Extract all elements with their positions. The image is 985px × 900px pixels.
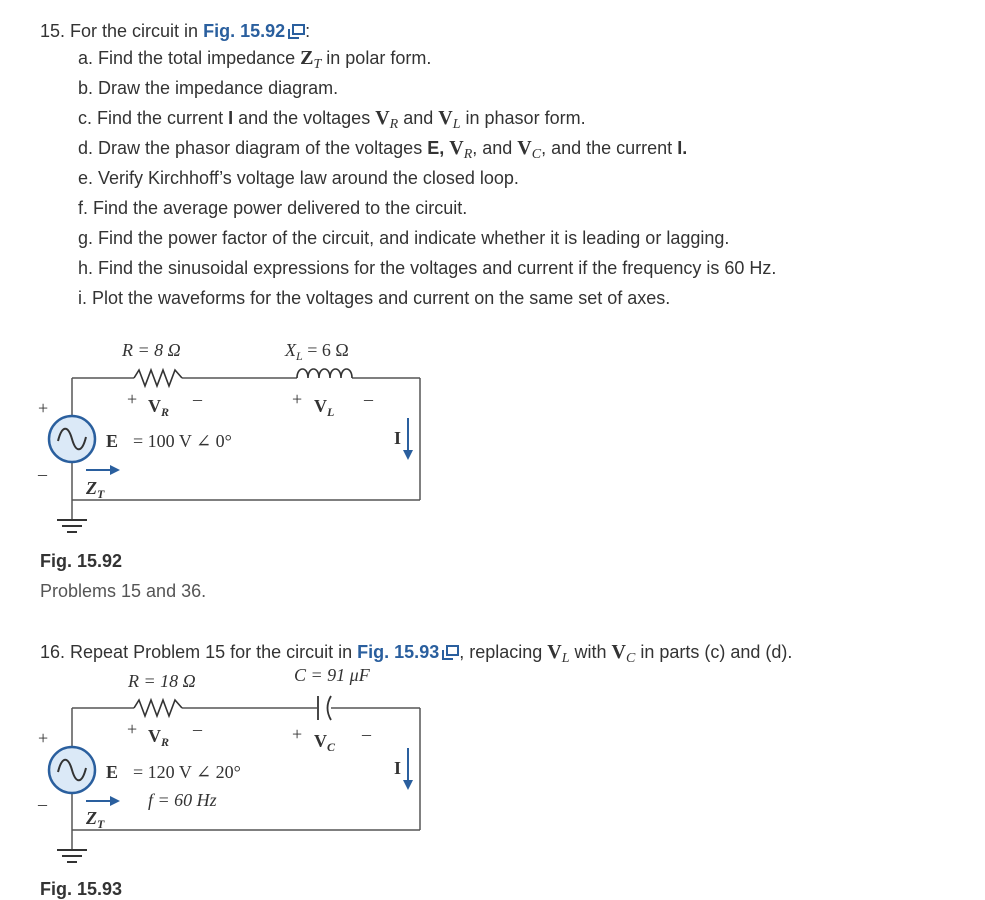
inductor-icon	[297, 369, 352, 378]
vc-label-93: $V_C$	[314, 731, 336, 754]
zt-arrow	[86, 796, 120, 806]
problem-15-heading: 15. For the circuit in Fig. 15.92 :	[40, 21, 311, 41]
ground-icon	[57, 520, 87, 532]
fig-15-93-caption-title: Fig. 15.93	[40, 879, 123, 899]
zt-label-93: $Z_T$	[86, 808, 105, 831]
vr-plus: +	[127, 389, 138, 409]
vl-plus: +	[292, 389, 303, 409]
current-arrow-icon	[403, 748, 413, 790]
f-label-93: f = 60 Hz	[148, 790, 217, 810]
part-b: b. Draw the impedance diagram.	[78, 78, 339, 98]
problem-16-heading: 16. Repeat Problem 15 for the circuit in Fig. 15.93 , replacing $V_L$ with $V_C$ in parts (c) and (d).	[40, 641, 793, 666]
xl-label: $X_L = 6$ Ω	[285, 340, 349, 363]
fig-15-92-caption-title: Fig. 15.92	[40, 551, 123, 571]
fig-15-92-link[interactable]: Fig. 15.92	[203, 21, 286, 41]
part-h: h. Find the sinusoidal expressions for the voltages and current if the frequency is 60 Hz.	[78, 258, 777, 278]
e-value-93: = 120 V ∠ 20°	[133, 762, 241, 782]
vc-plus-93: +	[292, 724, 303, 744]
resistor-icon	[134, 370, 182, 386]
fig-15-92-caption-sub: Problems 15 and 36.	[40, 581, 207, 601]
e-label: E	[106, 431, 119, 451]
part-e: e. Verify Kirchhoff’s voltage law around the closed loop.	[78, 168, 519, 188]
src-minus: –	[38, 464, 47, 484]
resistor-icon	[134, 700, 182, 716]
r-label-93: R = 18 Ω	[128, 671, 196, 691]
vr-minus: –	[193, 389, 202, 409]
part-d: d. Draw the phasor diagram of the voltages E, $V_R$, and $V_C$, and the current I.	[78, 137, 688, 162]
src-minus-93: –	[38, 794, 47, 814]
ground-icon	[57, 850, 87, 862]
e-label-93: E	[106, 762, 119, 782]
zt-arrow	[86, 465, 120, 475]
i-label: I	[394, 428, 402, 448]
vr-plus-93: +	[127, 719, 138, 739]
part-a: a. Find the total impedance $Z_T$ in polar form.	[78, 47, 432, 72]
vl-minus: –	[364, 389, 373, 409]
capacitor-icon	[318, 696, 331, 720]
part-g: g. Find the power factor of the circuit, and indicate whether it is leading or lagging.	[78, 228, 730, 248]
part-i: i. Plot the waveforms for the voltages and current on the same set of axes.	[78, 288, 671, 308]
problem-15-lead: 15. For the circuit in	[40, 21, 204, 41]
current-arrow-icon	[403, 418, 413, 460]
e-value: = 100 V ∠ 0°	[133, 431, 232, 451]
c-label-93: C = 91 μF	[294, 665, 370, 685]
vr-minus-93: –	[193, 719, 202, 739]
r-label: R = 8 Ω	[122, 340, 181, 360]
src-plus-93: +	[38, 728, 49, 748]
src-plus: +	[38, 398, 49, 418]
vr-label-93: $V_R$	[148, 726, 170, 749]
part-c: c. Find the current I and the voltages $V_R$ and $V_L$ in phasor form.	[78, 107, 586, 132]
vl-label: $V_L$	[314, 396, 335, 419]
sine-source-icon	[49, 747, 95, 793]
vc-minus-93: –	[362, 724, 371, 744]
part-f: f. Find the average power delivered to the circuit.	[78, 198, 468, 218]
sine-source-icon	[49, 416, 95, 462]
external-link-icon[interactable]	[442, 645, 459, 660]
i-label-93: I	[394, 758, 402, 778]
zt-label: $Z_T$	[86, 478, 105, 501]
fig-15-93-link[interactable]: Fig. 15.93	[357, 642, 440, 662]
vr-label: $V_R$	[148, 396, 170, 419]
